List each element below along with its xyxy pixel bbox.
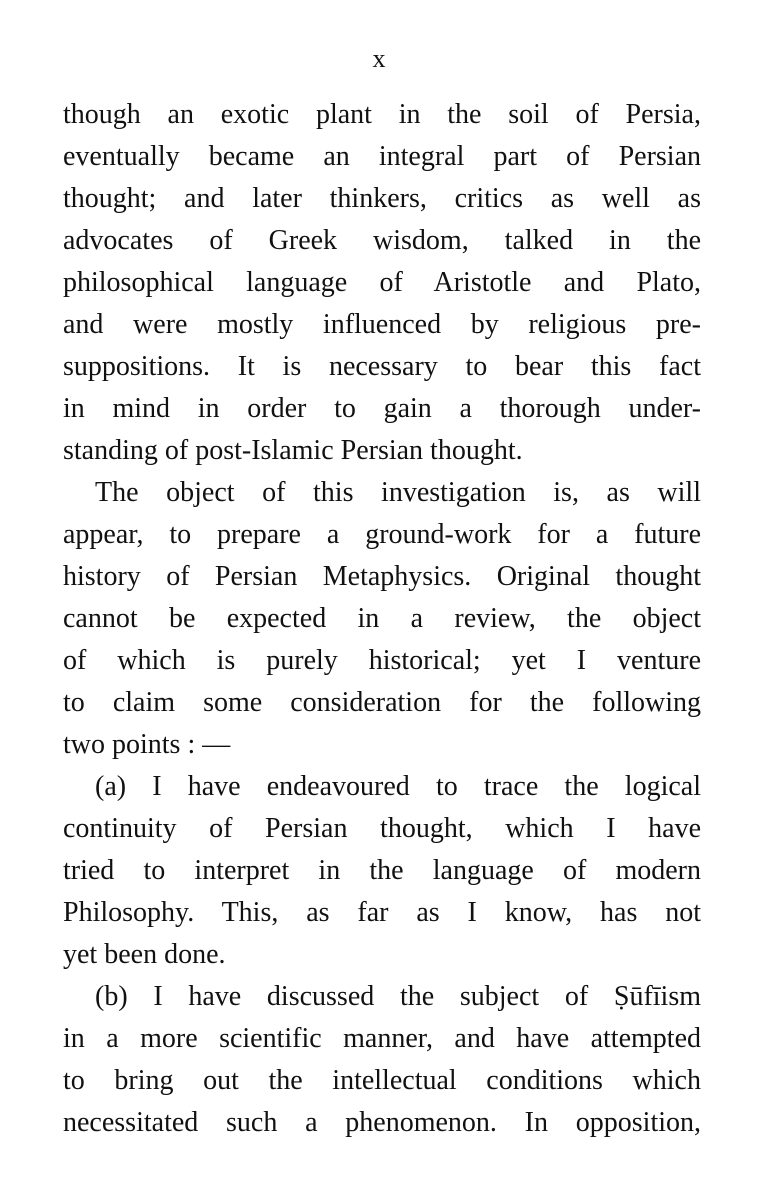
text-line: necessitated such a phenomenon. In opposition, (63, 1107, 701, 1138)
text-line: Philosophy. This, as far as I know, has not (63, 897, 701, 928)
text-line: philosophical language of Aristotle and Plato, (63, 267, 701, 298)
page-number: x (372, 44, 386, 73)
text-line: two points : — (63, 729, 231, 760)
text-line: suppositions. It is necessary to bear this fact (63, 351, 701, 382)
text-line: yet been done. (63, 939, 226, 970)
text-line: continuity of Persian thought, which I have (63, 813, 701, 844)
text-line: history of Persian Metaphysics. Original thought (63, 561, 701, 592)
text-line: though an exotic plant in the soil of Persia, (63, 99, 701, 130)
text-line: thought; and later thinkers, critics as well as (63, 183, 701, 214)
text-line: (b) I have discussed the subject of Ṣūfīism (95, 981, 701, 1012)
text-line: tried to interpret in the language of modern (63, 855, 701, 886)
text-line: appear, to prepare a ground-work for a future (63, 519, 701, 550)
text-line: standing of post-Islamic Persian thought. (63, 435, 523, 466)
text-line: and were mostly influenced by religious pre- (63, 309, 701, 340)
text-line: (a) I have endeavoured to trace the logical (95, 771, 701, 802)
text-line: advocates of Greek wisdom, talked in the (63, 225, 701, 256)
text-line: in a more scientific manner, and have attempted (63, 1023, 701, 1054)
text-line: The object of this investigation is, as will (95, 477, 701, 508)
text-line: in mind in order to gain a thorough under- (63, 393, 701, 424)
text-line: to claim some consideration for the following (63, 687, 701, 718)
text-line: cannot be expected in a review, the object (63, 603, 701, 634)
body-text (63, 94, 701, 1144)
text-line: eventually became an integral part of Persian (63, 141, 701, 172)
text-line: of which is purely historical; yet I venture (63, 645, 701, 676)
text-line: to bring out the intellectual conditions which (63, 1065, 701, 1096)
